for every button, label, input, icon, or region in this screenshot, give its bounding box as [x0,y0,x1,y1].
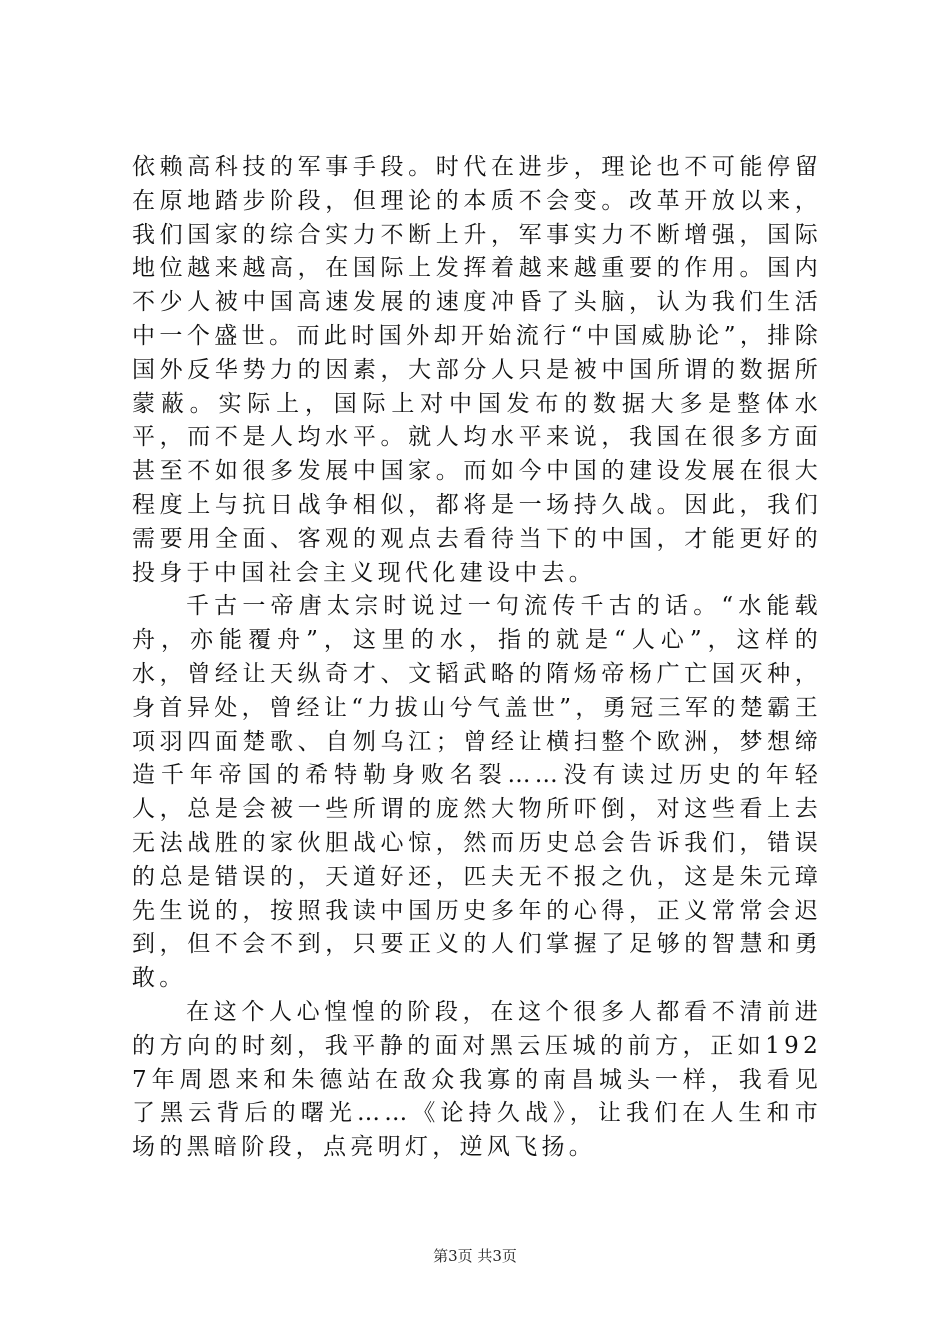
paragraph-tang-taizong: 千古一帝唐太宗时说过一句流传千古的话。“水能载舟，亦能覆舟”，这里的水，指的就是“人心”，这样的水，曾经让天纵奇才、文韬武略的隋炀帝杨广亡国灭种，身首异处，曾经让“力拔山兮气盖世”，勇冠三军的楚霸王项羽四面楚歌、自刎乌江；曾经让横扫整个欧洲，梦想缔造千年帝国的希特勒身败名裂……没有读过历史的年轻人，总是会被一些所谓的庞然大物所吓倒，对这些看上去无法战胜的家伙胆战心惊，然而历史总会告诉我们，错误的总是错误的，天道好还，匹夫无不报之仇，这是朱元璋先生说的，按照我读中国历史多年的心得，正义常常会迟到，但不会不到，只要正义的人们掌握了足够的智慧和勇敢。 [132,593,822,992]
document-body [132,151,822,1165]
paragraph-conclusion: 在这个人心惶惶的阶段，在这个很多人都看不清前进的方向的时刻，我平静的面对黑云压城的前方，正如1927年周恩来和朱德站在敌众我寡的南昌城头一样，我看见了黑云背后的曙光……《论持久战》，让我们在人生和市场的黑暗阶段，点亮明灯，逆风飞扬。 [132,998,822,1161]
page-number-footer: 第3页 共3页 [433,1247,517,1265]
paragraph-continuation: 依赖高科技的军事手段。时代在进步，理论也不可能停留在原地踏步阶段，但理论的本质不会变。改革开放以来，我们国家的综合实力不断上升，军事实力不断增强，国际地位越来越高，在国际上发挥着越来越重要的作用。国内不少人被中国高速发展的速度冲昏了头脑，认为我们生活中一个盛世。而此时国外却开始流行“中国威胁论”，排除国外反华势力的因素，大部分人只是被中国所谓的数据所蒙蔽。实际上，国际上对中国发布的数据大多是整体水平，而不是人均水平。就人均水平来说，我国在很多方面甚至不如很多发展中国家。而如今中国的建设发展在很大程度上与抗日战争相似，都将是一场持久战。因此，我们需要用全面、客观的观点去看待当下的中国，才能更好的投身于中国社会主义现代化建设中去。 [132,154,822,586]
